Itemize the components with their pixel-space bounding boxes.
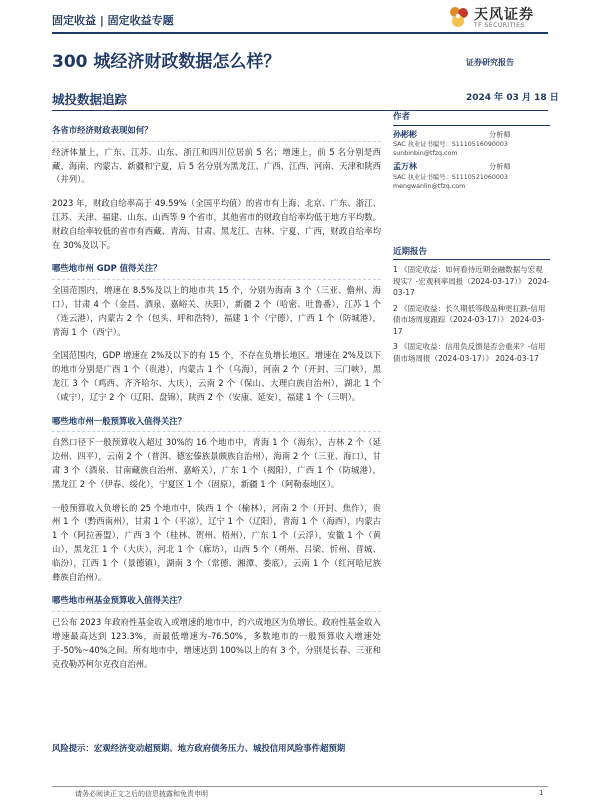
risk-warning: 风险提示：宏观经济变动超预期、地方政府债务压力、城投信用风险事件超预期 (52, 743, 346, 753)
section-subtitle: 城投数据追踪 (52, 92, 128, 107)
author-name: 孟万林 (393, 162, 417, 171)
author-email[interactable]: sunbinbin@tfzq.com (393, 150, 458, 157)
authors-heading: 作者 (393, 108, 550, 126)
recent-reports-heading: 近期报告 (393, 243, 550, 261)
section-heading: 哪些地市州 GDP 值得关注？ (52, 262, 381, 280)
page-number: 1 (539, 789, 544, 797)
author-position: 分析师 (489, 129, 511, 139)
sidebar (393, 108, 550, 368)
author-cert: SAC 执业证书编号：S1110516090003 (393, 141, 508, 148)
author-card (393, 130, 550, 159)
section-4 (52, 594, 381, 671)
logo-mark-icon (446, 4, 472, 30)
logo-subtext: TF SECURITIES (474, 22, 525, 29)
section-2 (52, 262, 381, 404)
report-type: 证券研究报告 (466, 58, 514, 67)
recent-report-link[interactable]: 1 《固定收益：如何看待近期金融数据与宏观现实？-宏观利率周报（2024-03-17）》 2024-03-17 (393, 265, 550, 297)
report-category: 固定收益 | 固定收益专题 (52, 14, 174, 27)
section-1 (52, 124, 381, 252)
author-name: 孙彬彬 (393, 129, 417, 139)
paragraph: 自然口径下一般预算收入超过 30%的 16 个地市中，青海 1 个（海东），吉林 2 个（延边州、四平），云南 2 个（普洱、德宏傣族景颇族自治州），海南 2 个（三亚、海口），甘肃 3 个（酒泉、甘南藏族自治州、嘉峪关），广东 1 个（揭阳），广西 1 个（防城港），黑龙江 2 个（伊春、绥化），宁夏区 1 个（固原），新疆 1 个（阿勒泰地区）。 (52, 437, 381, 489)
section-3 (52, 415, 381, 585)
paragraph: 已公布 2023 年政府性基金收入或增速的地市中，约六成地区为负增长。政府性基金收入增速最高达到 123.3%，而最低增速为-76.50%，多数地市的一般预算收入增速处于-50%~40%之间。所有地市中，增速达到 100%以上的有 3 个，分别是长春、三亚和克孜勒苏柯尔克孜自治州。 (52, 617, 381, 669)
author-cert: SAC 执业证书编号：S1110521060003 (393, 173, 508, 181)
company-logo (446, 4, 556, 30)
paragraph: 2023 年，财政自给率高于 49.59%（全国平均值）的省市有上海、北京、广东、浙江、江苏、天津、福建、山东、山西等 9 个省市，其他省市的财政自给率均低于地方平均数。财政自给率较低的省市有西藏、青海、甘肃、黑龙江、吉林、宁夏、广西，财政自给率均在 30%及以下。 (52, 198, 381, 250)
logo-text: 天风证券 (474, 7, 534, 23)
author-position: 分析师 (489, 162, 511, 171)
author-email[interactable]: mengwanlin@tfzq.com (393, 182, 466, 190)
footer-disclaimer: 请务必阅读正文之后的信息披露和免责申明 (75, 790, 208, 798)
report-date: 2024 年 03 月 18 日 (466, 93, 559, 103)
author-card (393, 162, 550, 191)
recent-report-link[interactable]: 3 《固定收益：信用负反馈是否会重来？-信用债市场周报（2024-03-17）》 2024-03-17 (393, 342, 546, 363)
page-title: 300 城经济财政数据怎么样？ (52, 52, 281, 72)
header-divider (52, 32, 548, 34)
recent-report-link[interactable]: 2 《固定收益：长久期低等级品种更扛跌-信用债市场周度跟踪（2024-03-17）》 2024-03-17 (393, 303, 546, 336)
paragraph: 经济体量上，广东、江苏、山东、浙江和四川位居前 5 名；增速上，前 5 名分别是西藏、海南、内蒙古、新疆和宁夏，后 5 名分别为黑龙江、广西、江西、河南、天津和陕西（并列）。 (52, 146, 381, 185)
section-heading: 哪些地市州基金预算收入值得关注？ (52, 594, 381, 612)
section-heading: 各省市经济财政表现如何？ (52, 124, 381, 142)
paragraph: 全国范围内，增速在 8.5%及以上的地市共 15 个，分别为海南 3 个（三亚、儋州、海口），甘肃 4 个（金昌、酒泉、嘉峪关、庆阳），新疆 2 个（哈密、吐鲁番），江苏 1 个（连云港），内蒙古 2 个（包头、呼和浩特），福建 1 个（宁德），广西 1 个（防城港），青海 1 个（西宁）。 (52, 285, 381, 337)
footer-divider (52, 786, 548, 787)
main-content (52, 124, 381, 681)
paragraph: 全国范围内，GDP 增速在 2%及以下的有 15 个，不存在负增长地区。增速在 2%及以下的地市分别是广西 1 个（贵港），内蒙古 1 个（乌海），河南 2 个（开封、三门峡），黑龙江 3 个（鸡西、齐齐哈尔、大庆），云南 2 个（保山、大理白族自治州），湖北 1 个（咸宁），辽宁 2 个（辽阳、盘锦），陕西 2 个（安康、延安），福建 1 个（三明）。 (52, 350, 381, 402)
paragraph: 一般预算收入负增长的 25 个地市中，陕西 1 个（榆林），河南 2 个（开封、焦作），贵州 1 个（黔西南州），甘肃 1 个（平凉），辽宁 1 个（辽阳），青海 1 个（海西），内蒙古 1 个（阿拉善盟），广西 3 个（桂林、贺州、梧州），广东 1 个（云浮），安徽 1 个（黄山），黑龙江 1 个（大庆），河北 1 个（廊坊），山西 5 个（朔州、吕梁、忻州、晋城、临汾），江西 1 个（景德镇），湖南 3 个（常德、湘潭、娄底），云南 1 个（红河哈尼族彝族自治州）。 (52, 502, 381, 582)
section-heading: 哪些地市州一般预算收入值得关注？ (52, 415, 381, 433)
